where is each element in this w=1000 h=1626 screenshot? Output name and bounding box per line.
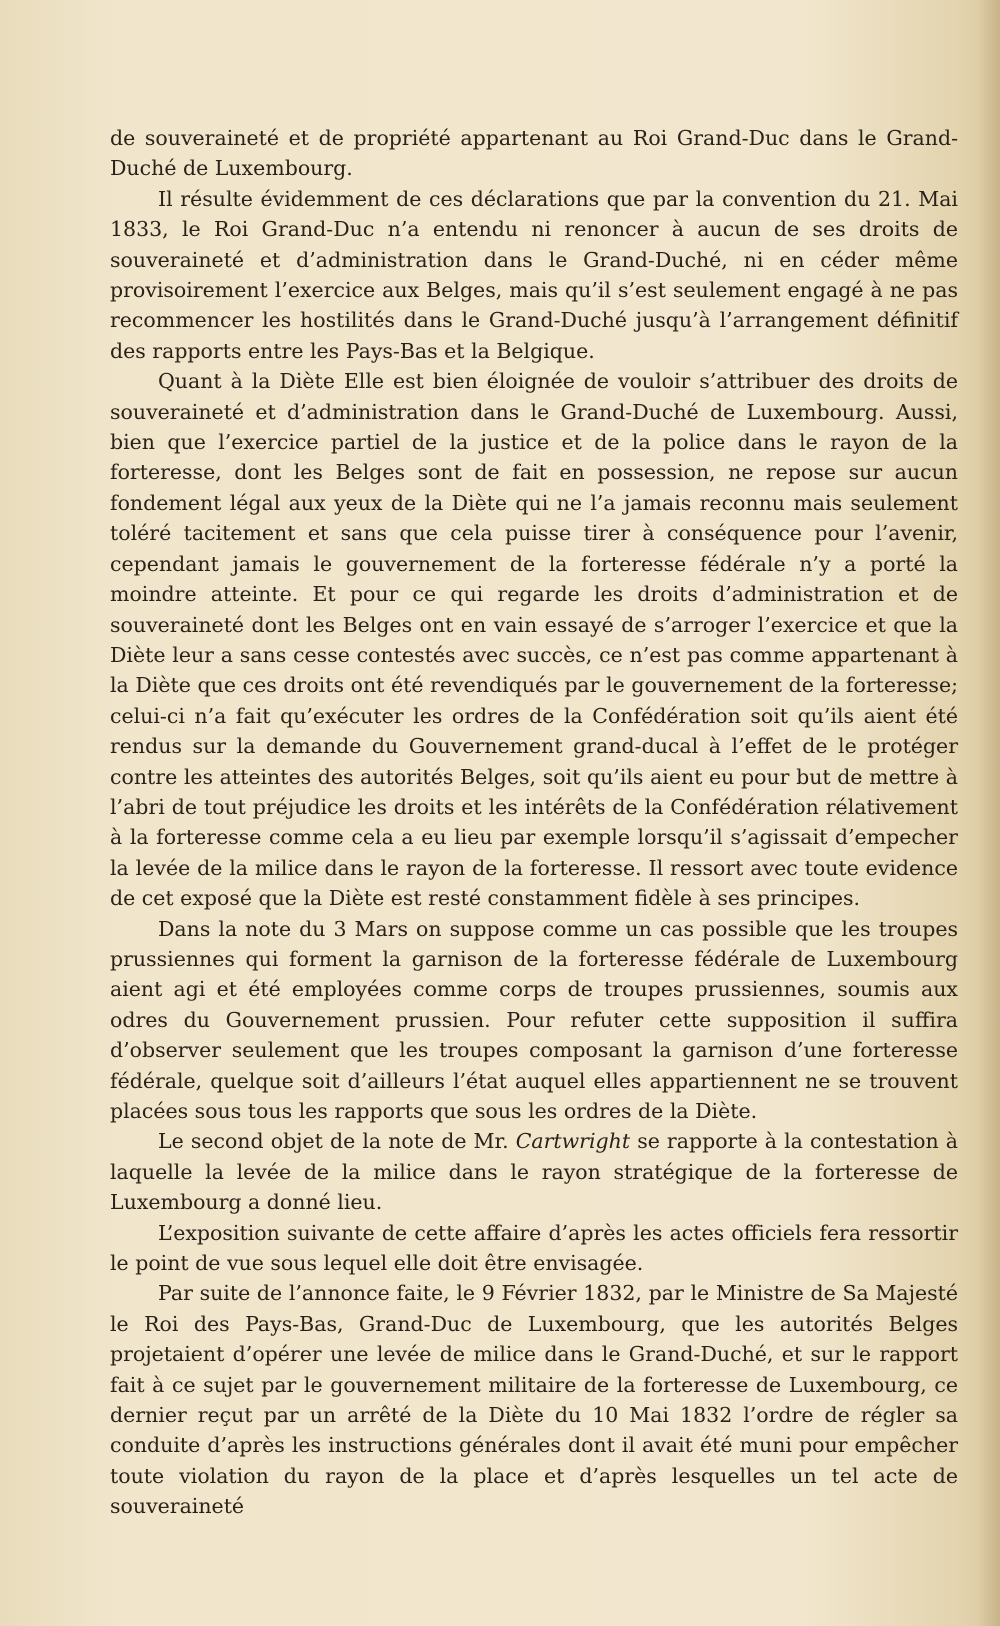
paragraph-4: Dans la note du 3 Mars on suppose comme un cas possible que les troupes prussiennes qui forment la garnison de la forteresse fédérale de Luxembourg aient agi et été employées comme corps de troupes prussiennes, soumis aux odres du Gouvernement prussien. Pour refuter cette supposition il suffira d’observer seulement que les troupes composant la garnison d’une forteresse fédérale, quelque soit d’ailleurs l’état auquel elles appartiennent ne se trouvent placées sous tous les rapports que sous les ordres de la Diète. xyxy=(110,916,958,1123)
paragraph-1: de souveraineté et de propriété appartenant au Roi Grand-Duc dans le Grand-Duché de Luxembourg. xyxy=(110,126,958,181)
paragraph-5 xyxy=(110,1126,958,1217)
paragraph-5-end: se rapporte à la contestation à laquelle la levée de la milice dans le rayon stratégique de la forteresse de Luxembourg a donné lieu. xyxy=(110,1129,958,1215)
name-cartwright: Cartwright xyxy=(515,1129,631,1154)
paragraph-6: L’exposition suivante de cette affaire d’après les actes officiels fera ressortir le point de vue sous lequel elle doit être envisagée. xyxy=(110,1220,958,1276)
paragraph-3: Quant à la Diète Elle est bien éloignée de vouloir s’attribuer des droits de souveraineté et d’administration dans le Grand-Duché de Luxembourg. Aussi, bien que l’exercice partiel de la justice et de la police dans le rayon de la forteresse, dont les Belges sont de fait en possession, ne repose sur aucun fondement légal aux yeux de la Diète qui ne l’a jamais reconnu mais seulement toléré tacitement et sans que cela puisse tirer à conséquence pour l’avenir, cependant jamais le gouvernement de la forteresse fédérale n’y a porté la moindre atteinte. Et pour ce qui regarde les droits d’administration et de souveraineté dont les Belges ont en vain essayé de s’arroger l’exercice et que la Diète leur a sans cesse contestés avec succès, ce n’est pas comme appartenant à la Diète que ces droits ont été revendiqués par le gouvernement de la forteresse; celui-ci n’a fait qu’exécuter les ordres de la Confédération soit qu’ils aient été rendus sur la demande du Gouvernement grand-ducal à l’effet de le protéger contre les atteintes des autorités Belges, soit qu’ils aient eu pour but de mettre à l’abri de tout préjudice les droits et les intérêts de la Confédération rélativement à la forteresse comme cela a eu lieu par exemple lorsqu’il s’agissait d’empecher la levée de la milice dans le rayon de la forteresse. Il ressort avec toute evidence de cet exposé que la Diète est resté constamment fidèle à ses principes. xyxy=(110,369,958,911)
page-edge-shadow xyxy=(978,0,1000,1626)
paragraph-7: Par suite de l’annonce faite, le 9 Février 1832, par le Ministre de Sa Majesté le Roi des Pays-Bas, Grand-Duc de Luxembourg, que les autorités Belges projetaient d’opérer une levée de milice dans le Grand-Duché, et sur le rapport fait à ce sujet par le gouvernement militaire de la forteresse de Luxembourg, ce dernier reçut par un arrêté de la Diète du 10 Mai 1832 l’ordre de régler sa conduite d’après les instructions générales dont il avait été muni pour empêcher toute violation du rayon de la place et d’après lesquelles un tel acte de souveraineté xyxy=(110,1281,958,1519)
paragraph-2: Il résulte évidemment de ces déclarations que par la convention du 21. Mai 1833, le Roi Grand-Duc n’a entendu ni renoncer à aucun de ses droits de souveraineté et d’administration dans le Grand-Duché, ni en céder même provisoirement l’exercice aux Belges, mais qu’il s’est seulement engagé à ne pas recommencer les hostilités dans le Grand-Duché jusqu’à l’arrangement définitif des rapports entre les Pays-Bas et la Belgique. xyxy=(110,186,958,363)
paragraph-5-start: Le second objet de la note de Mr. xyxy=(158,1129,516,1154)
body-text xyxy=(110,123,958,1522)
